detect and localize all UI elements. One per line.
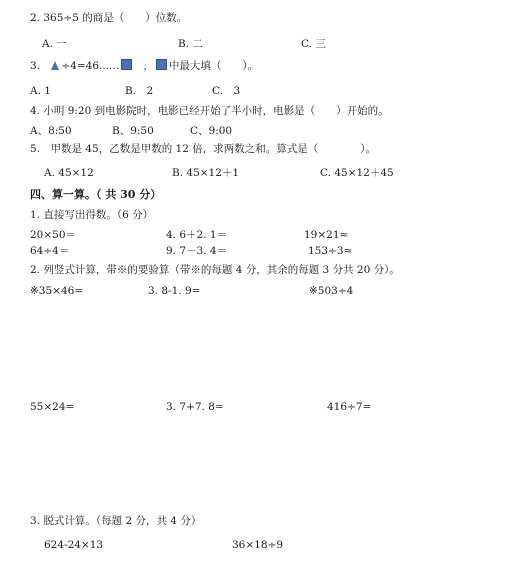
question-3-stem <box>30 59 258 73</box>
vertical-calc-item: 3. 8-1. 9= <box>148 285 201 297</box>
vertical-calc-item: 416÷7= <box>327 401 372 413</box>
question-5-option-c: C. 45×12＋45 <box>320 167 394 179</box>
oral-calc-item: 9. 7－3. 4＝ <box>166 245 228 257</box>
question-3-comma: ， <box>143 60 154 72</box>
question-3-division: ÷4=46...... <box>61 60 120 72</box>
question-2-option-b: B. 二 <box>178 38 203 50</box>
step-calc-item: 624-24×13 <box>44 539 104 551</box>
question-4-stem: 4. 小明 9:20 到电影院时，电影已经开始了半小时，电影是（ ）开始的。 <box>30 105 389 117</box>
part-3-title: 3. 脱式计算。（每题 2 分，共 4 分） <box>30 515 202 527</box>
vertical-calc-item: 3. 7+7. 8= <box>166 401 224 413</box>
step-calc-item: 36×18÷9 <box>232 539 283 551</box>
part-1-title: 1. 直接写出得数。（6 分） <box>30 209 154 221</box>
question-3-option-c: C. 3 <box>212 85 241 97</box>
question-3-option-a: A. 1 <box>30 85 51 97</box>
question-3-number: 3. <box>30 60 41 72</box>
oral-calc-item: 4. 6＋2. 1＝ <box>166 229 228 241</box>
oral-calc-item: 19×21≈ <box>304 229 349 241</box>
square-icon <box>121 59 132 70</box>
part-2-title: 2. 列竖式计算，带※的要验算（带※的每题 4 分，其余的每题 3 分共 20 分）。 <box>30 264 400 276</box>
oral-calc-item: 20×50＝ <box>30 229 77 241</box>
vertical-calc-item: ※35×46= <box>30 285 84 297</box>
triangle-icon <box>51 61 59 70</box>
oral-calc-item: 64÷4＝ <box>30 245 70 257</box>
section-4-title: 四、算一算。（ 共 30 分） <box>30 188 162 201</box>
question-5-stem: 5. 甲数是 45，乙数是甲数的 12 倍，求两数之和。算式是（ ）。 <box>30 143 377 155</box>
question-5-option-a: A. 45×12 <box>44 167 94 179</box>
oral-calc-item: 153÷3≈ <box>308 245 353 257</box>
question-2-option-c: C. 三 <box>301 38 326 50</box>
vertical-calc-item: 55×24= <box>30 401 75 413</box>
question-5-option-b: B. 45×12＋1 <box>172 167 240 179</box>
square-icon <box>156 59 167 70</box>
question-4-option-b: B、9:50 <box>112 125 154 137</box>
question-3-blank: 中最大填（ ）。 <box>168 60 259 72</box>
question-4-option-a: A、8:50 <box>30 125 72 137</box>
question-3-option-b: B. 2 <box>125 85 154 97</box>
question-4-option-c: C、9:00 <box>190 125 233 137</box>
vertical-calc-item: ※503÷4 <box>309 285 354 297</box>
question-2-stem: 2. 365÷5 的商是（ ）位数。 <box>30 12 188 24</box>
question-2-option-a: A. 一 <box>42 38 67 50</box>
